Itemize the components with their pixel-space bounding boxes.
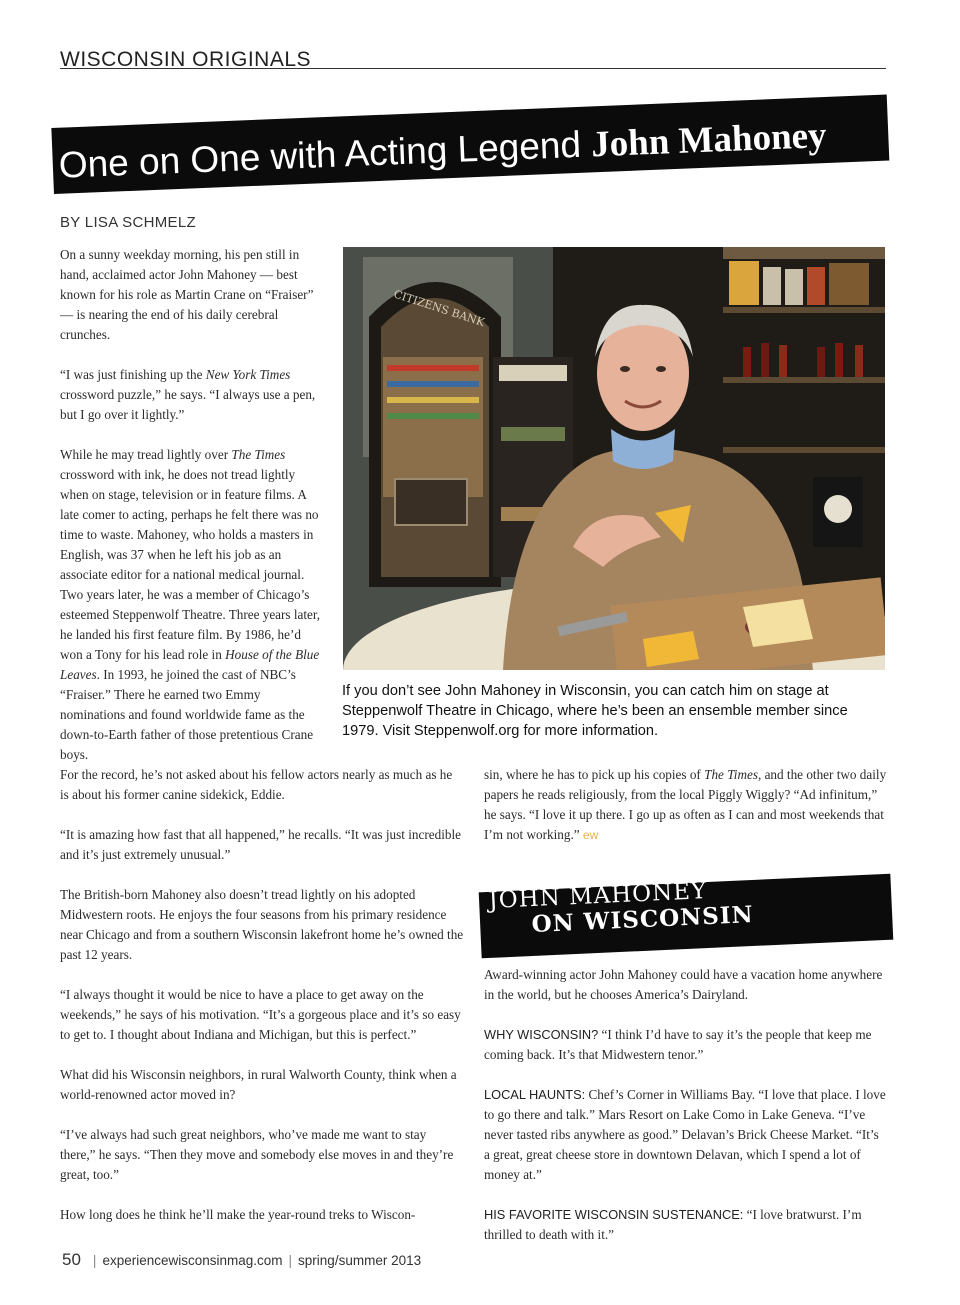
paragraph: The British-born Mahoney also doesn’t tread lightly on his adopted Midwestern roots. He enjoys the four seasons from his primary residence near Chicago and from a southern Wisconsin lakefront home he’s owned the past 12 years. [60,887,464,962]
paragraph: While he may tread lightly over The Times crossword with ink, he does not tread lightly when on stage, television or in feature films. A late comer to acting, perhaps he felt there was no time to waste. Mahoney, who holds a masters in English, was 37 when he left his job as an associate editor for a national medical journal. Two years later, he was a member of Chicago’s esteemed Steppenwolf Theatre. Three years later, he landed his first feature film. By 1986, he’d won a Tony for his lead role in House of the Blue Leaves. In 1993, he joined the cast of NBC’s “Fraiser.” There he earned two Emmy nominations and found worldwide fame as the down-to-Earth father of those pretentious Crane boys. [60,447,321,762]
article-title-banner [51,95,889,194]
section-header: WISCONSIN ORIGINALS [60,44,886,69]
paragraph: “I always thought it would be nice to have a place to get away on the weekends,” he says of his motivation. “It’s a gorgeous place and it’s so easy to get to. I thought about Indiana and Michigan, but this is perfect.” [60,987,461,1042]
photo-illustration [343,247,885,670]
photo-sign-text: CITIZENS BANK [392,287,487,330]
article-title-light: One on One with Acting Legend [58,123,593,186]
paragraph: For the record, he’s not asked about his fellow actors nearly as much as he is about his former canine sidekick, Eddie. [60,767,453,802]
sidebar-item-label: LOCAL HAUNTS: [484,1087,586,1102]
paragraph: “I was just finishing up the New York Times crossword puzzle,” he says. “I always use a pen, but I go over it lightly.” [60,367,316,422]
sidebar-intro: Award-winning actor John Mahoney could have a vacation home anywhere in the world, but he chooses America’s Dairyland. [484,967,883,1002]
article-title-bold: John Mahoney [590,114,828,166]
paragraph: “I’ve always had such great neighbors, who’ve made me want to stay there,” he says. “Then they move and somebody else moves in and they’re great, too.” [60,1127,454,1182]
sidebar-item: LOCAL HAUNTS: Chef’s Corner in Williams Bay. “I love that place. I love to go there and talk.” Mars Resort on Lake Como in Lake Geneva. “I’ve never tasted ribs anywhere as good.” Delavan’s Brick Cheese Market. “It’s a great, great cheese store in downtown Delavan, which I spend a lot of money at.” [484,1087,886,1182]
sidebar-item-label: HIS FAVORITE WISCONSIN SUSTENANCE: [484,1207,744,1222]
footer-separator: | [92,1253,97,1268]
sidebar-body [484,965,887,1245]
sidebar-title-line2: ON WISCONSIN [531,900,755,939]
sidebar-item-label: WHY WISCONSIN? [484,1027,599,1042]
right-column-continuation [484,765,887,845]
footer-site: experiencewisconsinmag.com [102,1253,283,1268]
page-number: 50 [62,1250,81,1269]
left-column-bottom [60,765,464,1225]
footer-separator: | [288,1253,293,1268]
left-column-top [60,245,322,765]
paragraph: “It is amazing how fast that all happened,” he recalls. “It was just incredible and it’s just extremely unusual.” [60,827,461,862]
paragraph: How long does he think he’ll make the year-round treks to Wiscon- [60,1207,416,1222]
sidebar-item: WHY WISCONSIN? “I think I’d have to say it’s the people that keep me coming back. It’s that Midwestern tenor.” [484,1027,872,1062]
byline: BY LISA SCHMELZ [60,214,196,231]
paragraph: sin, where he has to pick up his copies of The Times, and the other two daily papers he reads religiously, from the local Piggly Wiggly? “Ad infinitum,” he says. “I love it up there. I go up as often as I can and most weekends that I’m not working.” ew [484,767,887,842]
photo-john-mahoney [343,247,885,670]
sidebar-item: HIS FAVORITE WISCONSIN SUSTENANCE: “I love bratwurst. I’m thrilled to death with it.” [484,1207,862,1242]
paragraph: What did his Wisconsin neighbors, in rural Walworth County, think when a world-renowned actor moved in? [60,1067,457,1102]
footer-issue: spring/summer 2013 [298,1253,422,1268]
sidebar-title-line1: JOHN MAHONEY [488,878,708,914]
page-footer [62,1250,421,1270]
photo-caption: If you don’t see John Mahoney in Wisconsin, you can catch him on stage at Steppenwolf Theatre in Chicago, where he’s been an ensemble member since 1979. Visit Steppenwolf.org for more information. [342,683,848,739]
paragraph: On a sunny weekday morning, his pen still in hand, acclaimed actor John Mahoney — best known for his role as Martin Crane on “Fraiser” — is nearing the end of his daily cerebral crunches. [60,247,314,342]
end-mark: ew [582,828,599,842]
